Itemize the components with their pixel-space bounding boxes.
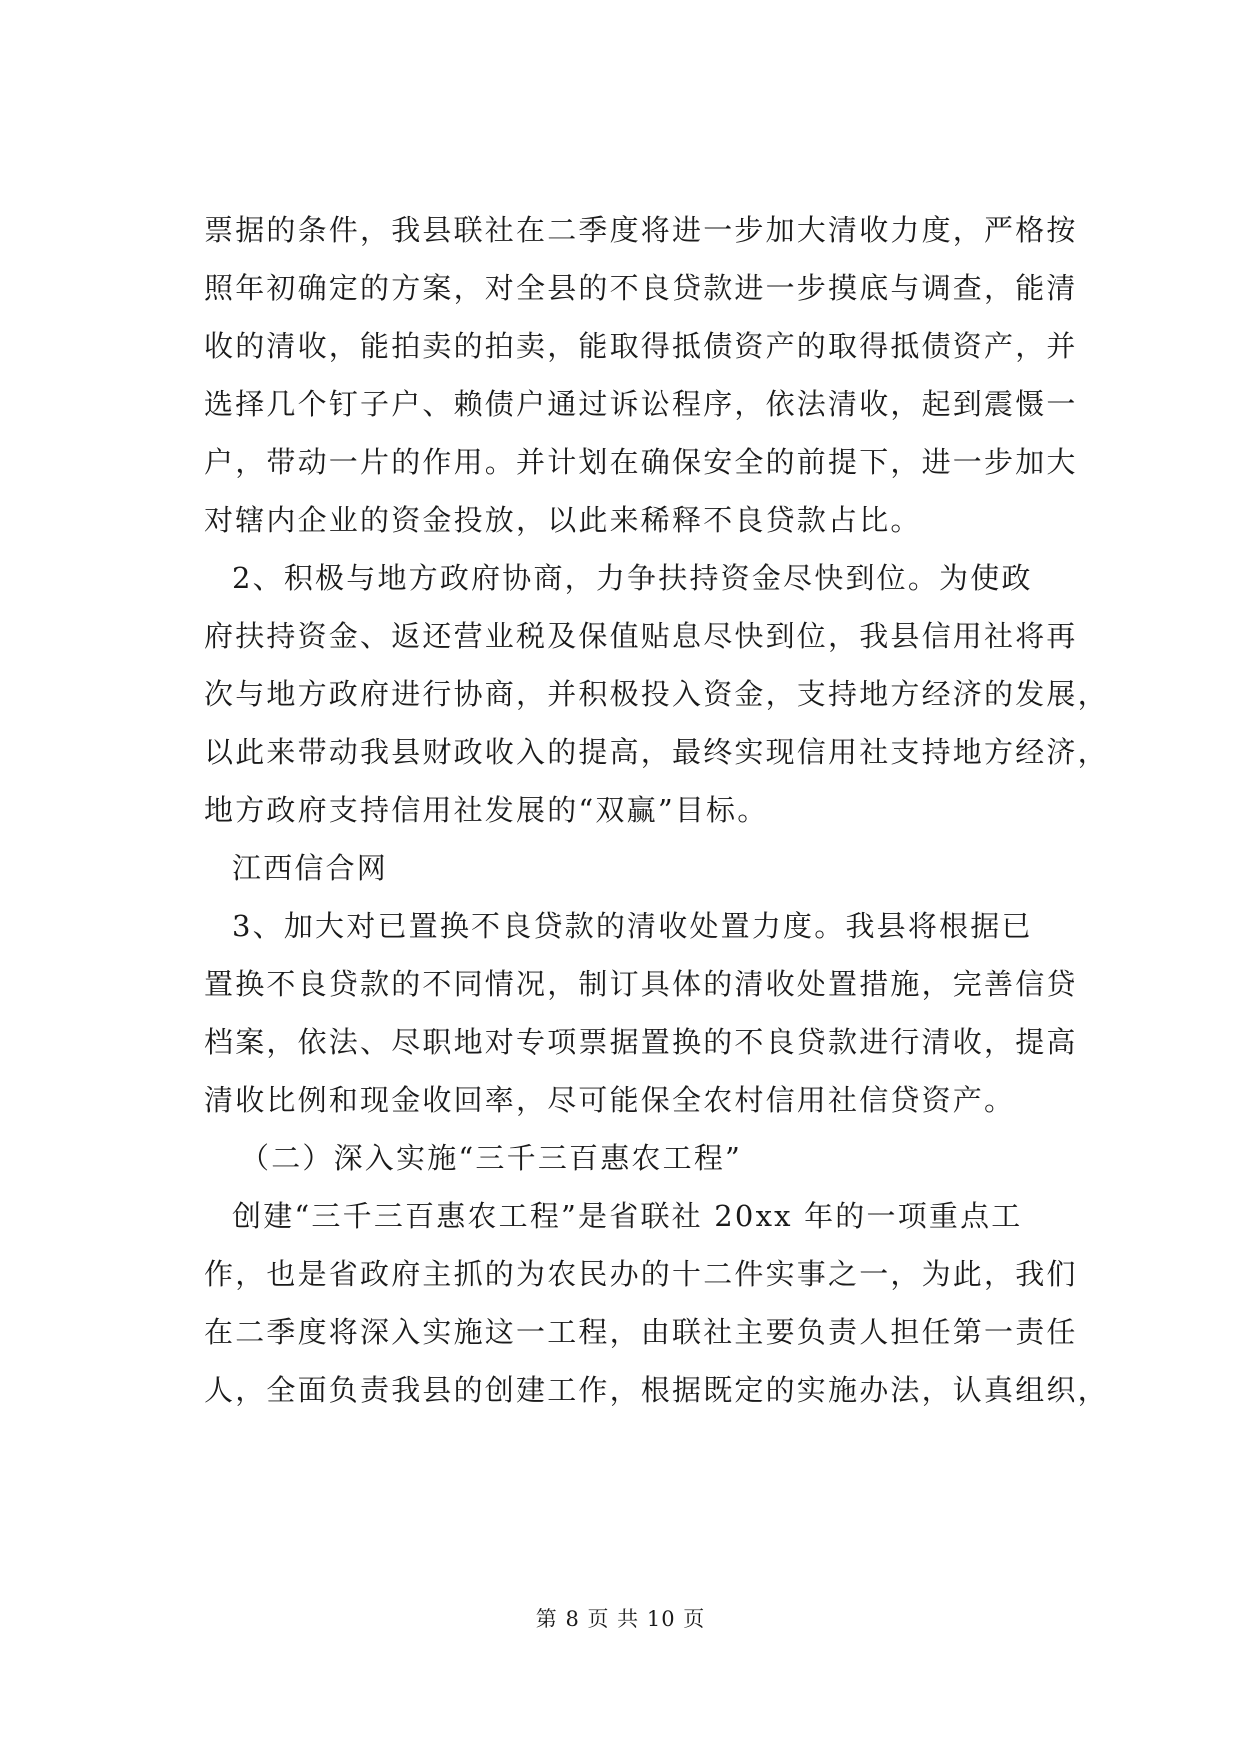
- body-text-line: 户，带动一片的作用。并计划在确保安全的前提下，进一步加大: [204, 445, 1078, 479]
- body-text-line: 作，也是省政府主抓的为农民办的十二件实事之一，为此，我们: [204, 1257, 1078, 1291]
- body-text-line: 选择几个钉子户、赖债户通过诉讼程序，依法清收，起到震慑一: [204, 387, 1078, 421]
- body-text-line: 收的清收，能拍卖的拍卖，能取得抵债资产的取得抵债资产，并: [204, 329, 1078, 363]
- body-text-line: 地方政府支持信用社发展的“双赢”目标。: [204, 793, 769, 827]
- section-heading: （二）深入实施“三千三百惠农工程”: [240, 1141, 743, 1175]
- body-text-line: 票据的条件，我县联社在二季度将进一步加大清收力度，严格按: [204, 213, 1078, 247]
- body-text-line: 照年初确定的方案，对全县的不良贷款进一步摸底与调查，能清: [204, 271, 1078, 305]
- body-text-line: 对辖内企业的资金投放，以此来稀释不良贷款占比。: [204, 503, 922, 537]
- body-text-line: 置换不良贷款的不同情况，制订具体的清收处置措施，完善信贷: [204, 967, 1078, 1001]
- page-number-footer: 第 8 页 共 10 页: [535, 1607, 706, 1631]
- body-text-line: 府扶持资金、返还营业税及保值贴息尽快到位，我县信用社将再: [204, 619, 1078, 653]
- body-text-line: 以此来带动我县财政收入的提高，最终实现信用社支持地方经济，: [204, 735, 1109, 769]
- body-text-line: 人，全面负责我县的创建工作，根据既定的实施办法，认真组织，: [204, 1373, 1109, 1407]
- body-text-line: 次与地方政府进行协商，并积极投入资金，支持地方经济的发展，: [204, 677, 1109, 711]
- source-note: 江西信合网: [232, 851, 389, 885]
- paragraph-first-line: 创建“三千三百惠农工程”是省联社 20xx 年的一项重点工: [232, 1199, 1023, 1233]
- body-text-line: 在二季度将深入实施这一工程，由联社主要负责人担任第一责任: [204, 1315, 1078, 1349]
- paragraph-first-line: 2、积极与地方政府协商，力争扶持资金尽快到位。为使政: [232, 561, 1033, 595]
- paragraph-first-line: 3、加大对已置换不良贷款的清收处置力度。我县将根据已: [232, 909, 1033, 943]
- body-text-line: 清收比例和现金收回率，尽可能保全农村信用社信贷资产。: [204, 1083, 1016, 1117]
- body-text-line: 档案，依法、尽职地对专项票据置换的不良贷款进行清收，提高: [204, 1025, 1078, 1059]
